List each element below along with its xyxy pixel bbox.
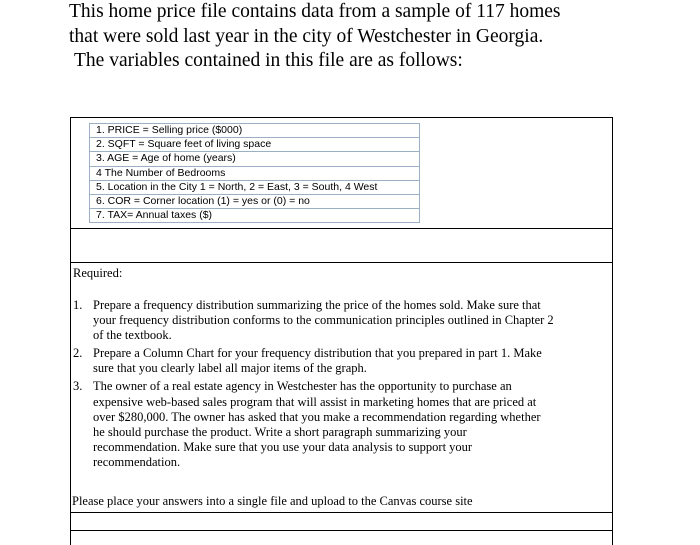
task-line: Prepare a Column Chart for your frequency distribution that you prepared in part 1. Make xyxy=(93,346,542,361)
variable-row: 5. Location in the City 1 = North, 2 = East, 3 = South, 4 West xyxy=(90,180,420,194)
variable-row: 3. AGE = Age of home (years) xyxy=(90,152,420,166)
task-line: recommendation. Make sure that you use your data analysis to support your xyxy=(93,439,473,454)
intro-line: The variables contained in this file are as follows: xyxy=(74,50,463,71)
intro-paragraph xyxy=(69,0,689,74)
task-line: Prepare a frequency distribution summarizing the price of the homes sold. Make sure that xyxy=(93,298,541,312)
task-line: expensive web-based sales program that will assist in marketing homes that are priced at xyxy=(93,394,537,409)
variable-row: 6. COR = Corner location (1) = yes or (0) = no xyxy=(90,194,420,208)
intro-line: that were sold last year in the city of Westchester in Georgia. xyxy=(69,25,544,47)
required-heading: Required: xyxy=(73,266,123,280)
divider xyxy=(70,530,613,531)
divider xyxy=(70,262,613,263)
intro-line: This home price file contains data from a sample of 117 homes xyxy=(69,1,561,22)
task-list xyxy=(73,298,613,473)
task-number: 2. xyxy=(73,346,83,361)
task-line: your frequency distribution conforms to the communication principles outlined in Chapter 2 xyxy=(93,313,554,328)
task-line: recommendation. xyxy=(93,454,181,469)
task-line: of the textbook. xyxy=(93,328,172,343)
variable-row: 7. TAX= Annual taxes ($) xyxy=(90,209,420,223)
closing-instruction: Please place your answers into a single file and upload to the Canvas course site xyxy=(72,494,473,508)
task-line: sure that you clearly label all major items of the graph. xyxy=(93,361,367,376)
task-item xyxy=(73,346,613,376)
task-line: he should purchase the product. Write a short paragraph summarizing your xyxy=(93,424,467,439)
variable-row: 4 The Number of Bedrooms xyxy=(90,166,420,180)
task-item xyxy=(73,379,613,470)
variable-row: 2. SQFT = Square feet of living space xyxy=(90,138,420,152)
task-line: The owner of a real estate agency in Westchester has the opportunity to purchase an xyxy=(93,379,512,394)
task-number: 1. xyxy=(73,298,83,312)
variable-row: 1. PRICE = Selling price ($000) xyxy=(90,124,420,138)
divider xyxy=(70,512,613,513)
task-number: 3. xyxy=(73,379,83,394)
variables-table xyxy=(89,123,420,223)
task-line: over $280,000. The owner has asked that you make a recommendation regarding whether xyxy=(93,409,541,424)
task-item xyxy=(73,298,613,343)
divider xyxy=(70,228,613,229)
